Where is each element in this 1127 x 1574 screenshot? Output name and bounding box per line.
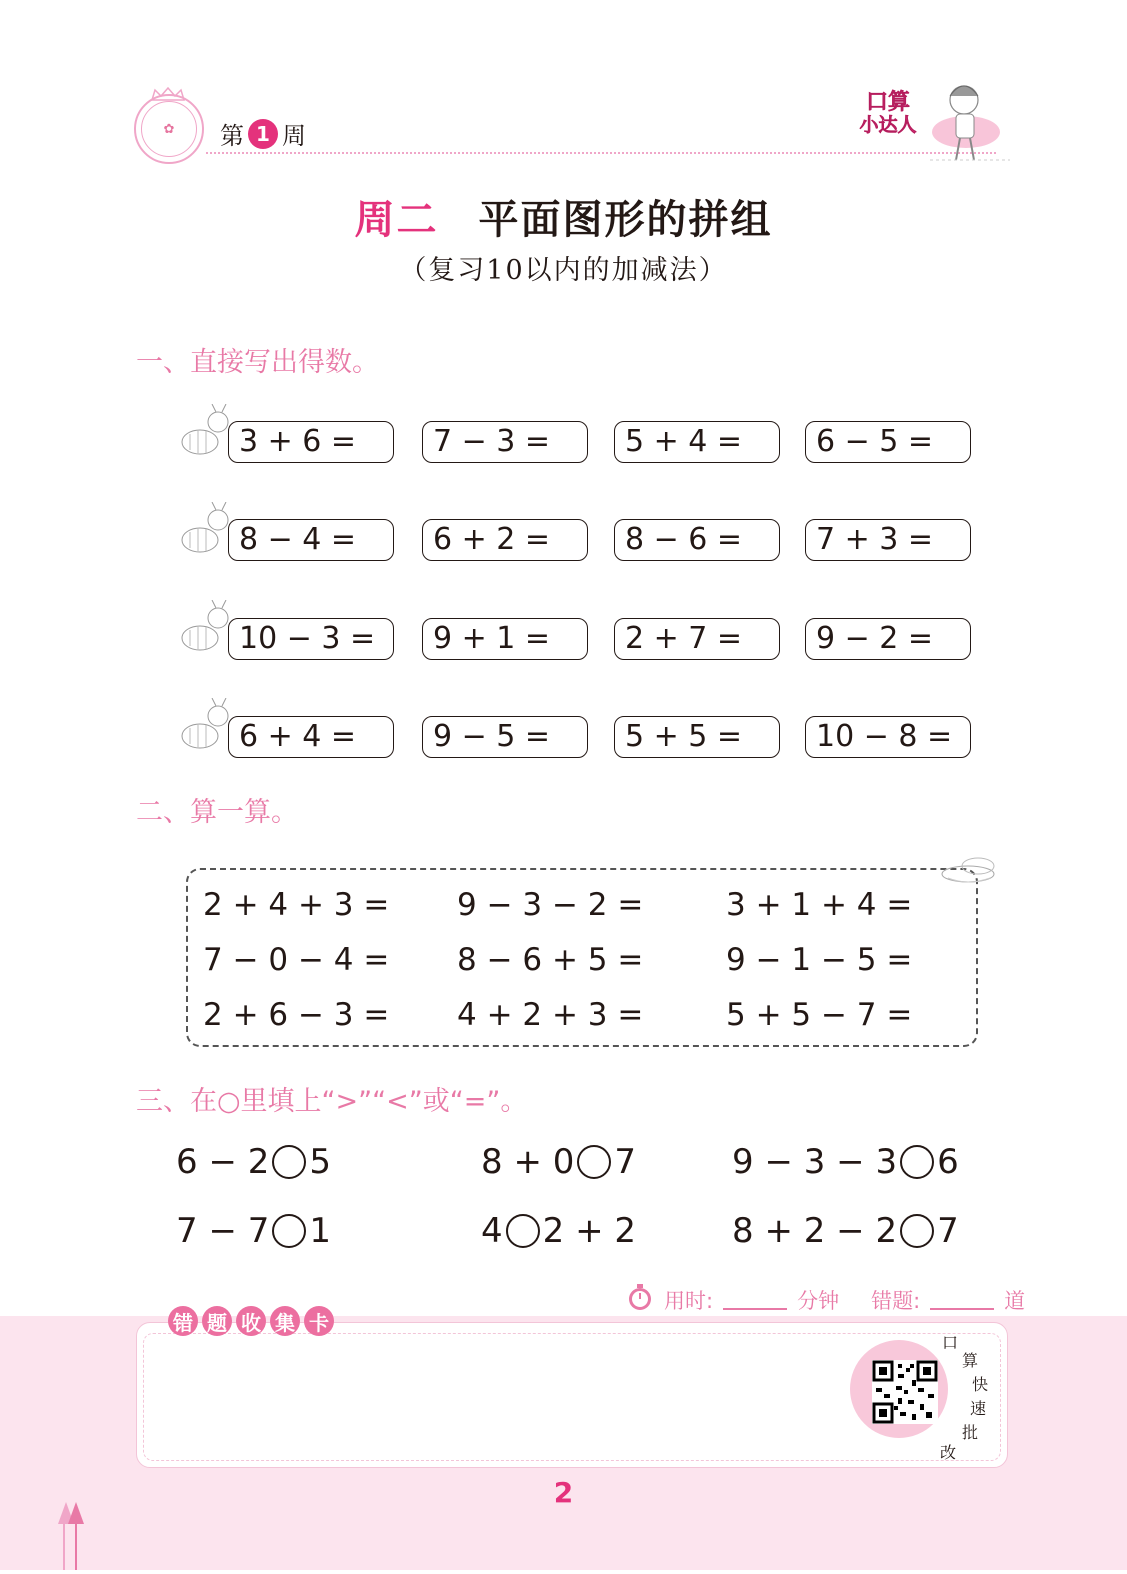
arrow-decoration-icon [54, 1500, 88, 1574]
tab-char: 错 [168, 1306, 198, 1336]
title-topic: 平面图形的拼组 [478, 197, 773, 243]
bee-icon [176, 698, 236, 758]
problem-box[interactable]: 8 − 4 = [228, 519, 394, 561]
compare-problem [176, 1142, 331, 1182]
qr-caption-char: 速 [970, 1399, 987, 1418]
problem-box[interactable]: 7 + 3 = [805, 519, 971, 561]
calc-problem[interactable]: 3 + 1 + 4 = [726, 887, 913, 923]
calc-problem[interactable]: 2 + 6 − 3 = [203, 997, 390, 1033]
compare-right: 7 [937, 1211, 959, 1251]
compare-left: 9 − 3 − 3 [732, 1142, 898, 1182]
time-unit: 分钟 [797, 1288, 840, 1313]
section1-heading: 一、直接写出得数。 [136, 347, 379, 378]
compare-right: 7 [614, 1142, 637, 1182]
problem-box[interactable]: 2 + 7 = [614, 618, 780, 660]
compare-left: 6 − 2 [176, 1142, 270, 1182]
error-unit: 道 [1004, 1288, 1026, 1313]
week-prefix: 第 [220, 122, 244, 150]
problem-box[interactable]: 6 + 4 = [228, 716, 394, 758]
card-tab [160, 1304, 342, 1338]
logo-emblem: ✿ [141, 101, 197, 157]
calc-problem[interactable]: 5 + 5 − 7 = [726, 997, 913, 1033]
compare-problem [176, 1211, 331, 1251]
page-title [0, 188, 1127, 245]
problem-box[interactable]: 9 + 1 = [422, 618, 588, 660]
compare-left: 8 + 2 − 2 [732, 1211, 898, 1251]
week-label [220, 116, 306, 151]
header-divider [206, 152, 996, 154]
compare-left: 7 − 7 [176, 1211, 270, 1251]
qr-code-icon[interactable] [872, 1360, 938, 1424]
tab-char: 集 [270, 1306, 300, 1336]
problem-box[interactable]: 9 − 5 = [422, 716, 588, 758]
title-day: 周二 [354, 197, 439, 243]
compare-right: 6 [937, 1142, 959, 1182]
qr-caption-char: 改 [940, 1443, 957, 1462]
week-suffix: 周 [282, 122, 306, 150]
answer-circle[interactable] [577, 1145, 611, 1179]
series-brand [853, 92, 923, 136]
problem-box[interactable]: 6 − 5 = [805, 421, 971, 463]
week-number-badge: 1 [248, 119, 278, 149]
section2-heading: 二、算一算。 [136, 797, 298, 828]
tab-char: 收 [236, 1306, 266, 1336]
calc-problem[interactable]: 2 + 4 + 3 = [203, 887, 390, 923]
brand-line1: 口算 [865, 90, 910, 115]
tab-char: 题 [202, 1306, 232, 1336]
page-subtitle: （复习10以内的加减法） [399, 255, 728, 286]
answer-circle[interactable] [506, 1214, 540, 1248]
bee-icon [176, 502, 236, 562]
publisher-logo [134, 94, 204, 164]
calc-problem[interactable]: 7 − 0 − 4 = [203, 942, 390, 978]
bug-icon [938, 854, 1002, 892]
error-blank[interactable] [930, 1290, 994, 1310]
answer-circle[interactable] [900, 1145, 934, 1179]
compare-problem [481, 1142, 636, 1182]
brand-line2: 小达人 [859, 114, 917, 136]
compare-right: 5 [309, 1142, 332, 1182]
compare-left: 8 + 0 [481, 1142, 575, 1182]
problem-box[interactable]: 3 + 6 = [228, 421, 394, 463]
bee-icon [176, 404, 236, 464]
tab-char: 卡 [304, 1306, 334, 1336]
calc-problem[interactable]: 9 − 3 − 2 = [457, 887, 644, 923]
problem-box[interactable]: 5 + 4 = [614, 421, 780, 463]
error-label: 错题: [871, 1288, 921, 1313]
answer-circle[interactable] [272, 1145, 306, 1179]
compare-problem [732, 1211, 959, 1251]
calc-problem[interactable]: 9 − 1 − 5 = [726, 942, 913, 978]
compare-right: 1 [309, 1211, 332, 1251]
compare-problem [732, 1142, 959, 1182]
problem-box[interactable]: 10 − 8 = [805, 716, 971, 758]
calc-problem[interactable]: 4 + 2 + 3 = [457, 997, 644, 1033]
calc-problem[interactable]: 8 − 6 + 5 = [457, 942, 644, 978]
stopwatch-icon [626, 1283, 654, 1316]
answer-circle[interactable] [272, 1214, 306, 1248]
problem-box[interactable]: 5 + 5 = [614, 716, 780, 758]
compare-left: 4 [481, 1211, 503, 1251]
problem-box[interactable]: 10 − 3 = [228, 618, 394, 660]
bee-icon [176, 600, 236, 660]
compare-right: 2 + 2 [542, 1211, 637, 1251]
problem-box[interactable]: 8 − 6 = [614, 519, 780, 561]
time-and-errors [626, 1283, 1025, 1316]
qr-caption-char: 口 [942, 1333, 959, 1352]
mascot-illustration [926, 74, 1016, 170]
section3-heading: 三、在○里填上“>”“<”或“=”。 [136, 1086, 528, 1117]
time-label: 用时: [664, 1288, 714, 1313]
answer-circle[interactable] [900, 1214, 934, 1248]
qr-caption-char: 批 [962, 1423, 979, 1442]
page-number: 2 [553, 1476, 574, 1509]
qr-caption-char: 算 [962, 1351, 979, 1370]
problem-box[interactable]: 7 − 3 = [422, 421, 588, 463]
problem-box[interactable]: 9 − 2 = [805, 618, 971, 660]
problem-box[interactable]: 6 + 2 = [422, 519, 588, 561]
qr-caption-char: 快 [972, 1375, 989, 1394]
time-blank[interactable] [723, 1290, 787, 1310]
compare-problem [481, 1211, 636, 1251]
